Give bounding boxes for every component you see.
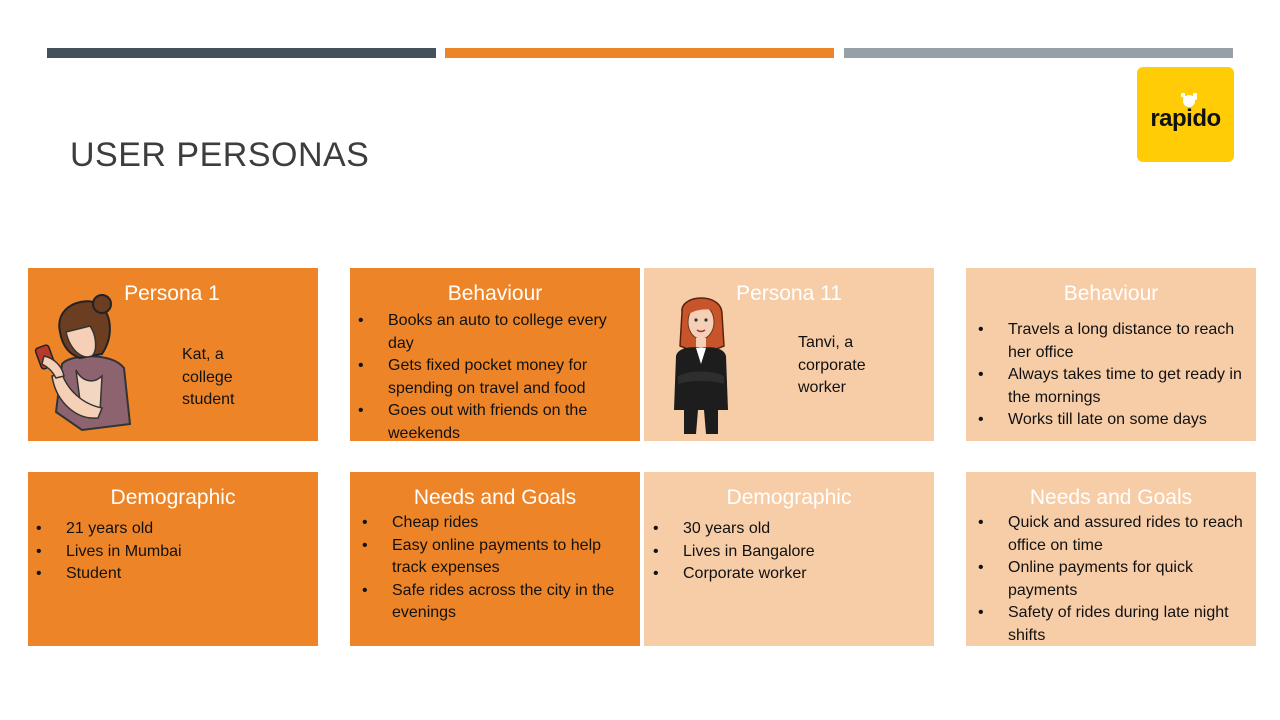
persona2-demographic-title: Demographic: [726, 486, 852, 509]
list-item: • Always takes time to get ready in the mornings: [1008, 364, 1252, 409]
persona2-behaviour-title: Behaviour: [1063, 282, 1159, 305]
persona2-title: Persona 11: [736, 282, 842, 305]
persona2-card: [644, 268, 934, 441]
list-item: • Travels a long distance to reach her office: [1008, 319, 1252, 364]
persona1-card: [28, 268, 318, 441]
list-item: • Lives in Bangalore: [683, 541, 930, 564]
persona1-behaviour-title: Behaviour: [447, 282, 543, 305]
persona1-name: Kat, a college student: [182, 346, 235, 408]
accent-bar-orange: [445, 48, 834, 58]
list-item: • Safe rides across the city in the evenings: [392, 580, 636, 625]
list-item: • Gets fixed pocket money for spending on travel and food: [388, 355, 636, 400]
rapido-logo: [1137, 67, 1234, 162]
persona2-name: Tanvi, a corporate worker: [798, 334, 866, 396]
list-item: • Goes out with friends on the weekends: [388, 400, 636, 445]
list-item: • Safety of rides during late night shifts: [1008, 602, 1252, 647]
list-item: • Easy online payments to help track expenses: [392, 535, 636, 580]
persona1-needs-list: [392, 512, 636, 625]
list-item: • Cheap rides: [392, 512, 636, 535]
list-item: • Lives in Mumbai: [66, 541, 314, 564]
persona2-needs-list: [1008, 512, 1252, 647]
list-item: • Corporate worker: [683, 563, 930, 586]
persona2-demographic-card: [644, 472, 934, 646]
logo-text: rapido: [1150, 105, 1221, 132]
corporate-avatar-icon: [670, 290, 732, 436]
persona1-needs-title: Needs and Goals: [413, 486, 577, 509]
list-item: • Quick and assured rides to reach office on time: [1008, 512, 1252, 557]
list-item: • 30 years old: [683, 518, 930, 541]
persona1-needs-card: [350, 472, 640, 646]
persona2-demographic-list: [683, 518, 930, 586]
list-item: • 21 years old: [66, 518, 314, 541]
persona1-demographic-title: Demographic: [110, 486, 236, 509]
persona1-demographic-card: [28, 472, 318, 646]
list-item: • Student: [66, 563, 314, 586]
list-item: • Books an auto to college every day: [388, 310, 636, 355]
accent-bar-gray: [844, 48, 1233, 58]
list-item: • Online payments for quick payments: [1008, 557, 1252, 602]
persona2-needs-title: Needs and Goals: [1029, 486, 1193, 509]
list-item: • Works till late on some days: [1008, 409, 1252, 432]
accent-bar-dark: [47, 48, 436, 58]
persona1-behaviour-list: [388, 310, 636, 445]
persona2-behaviour-list: [1008, 319, 1252, 432]
persona1-demographic-list: [66, 518, 314, 586]
persona1-behaviour-card: [350, 268, 640, 441]
student-avatar-icon: [32, 292, 136, 432]
persona2-behaviour-card: [966, 268, 1256, 441]
persona1-title: Persona 1: [124, 282, 220, 305]
persona2-needs-card: [966, 472, 1256, 646]
slide-title: USER PERSONAS: [70, 136, 370, 174]
